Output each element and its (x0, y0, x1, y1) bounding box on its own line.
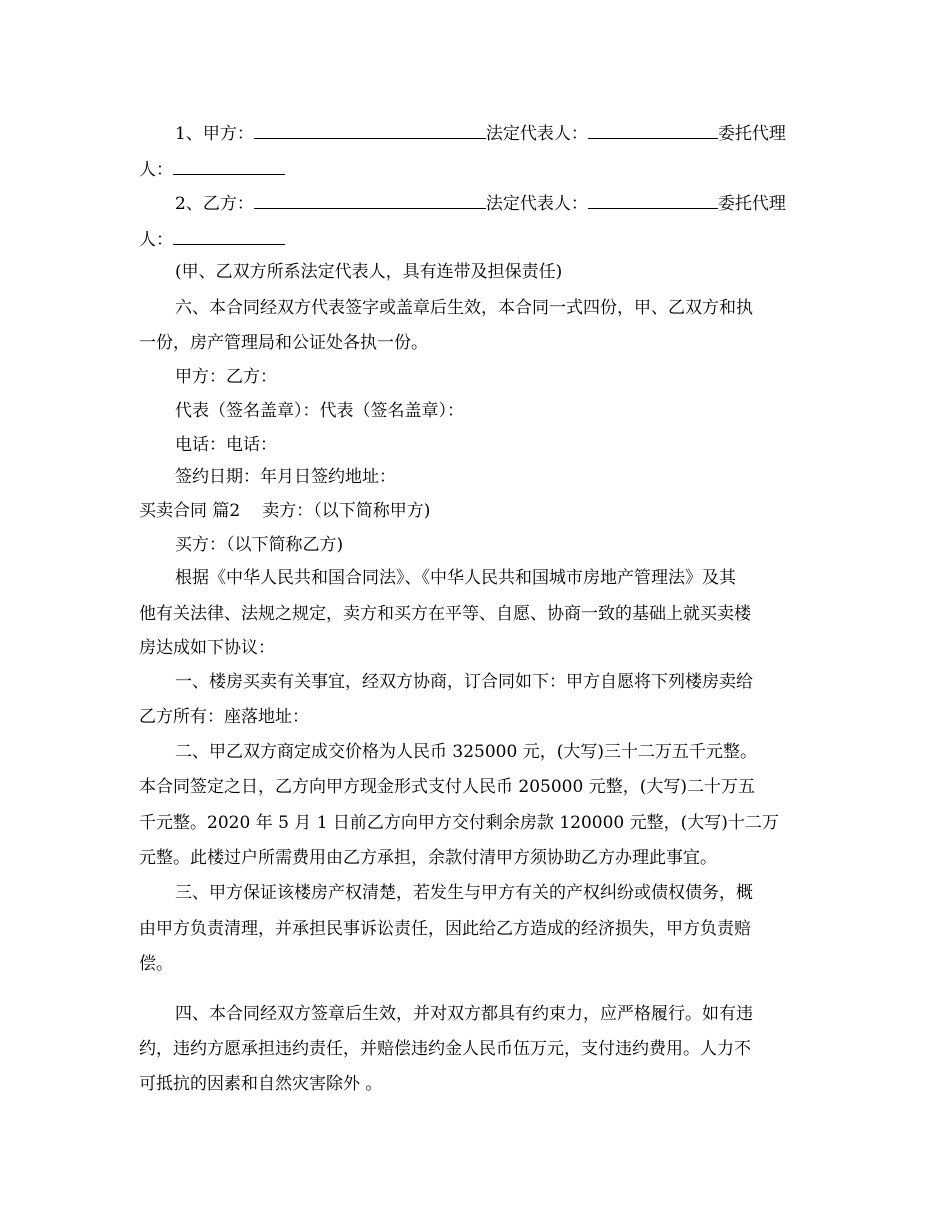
signature-parties: 甲方：乙方： (175, 367, 277, 387)
clause6-line1: 六、本合同经双方代表签字或盖章后生效，本合同一式四份，甲、乙双方和执 (175, 298, 753, 318)
party-a-agent-label: 委托代理 (717, 124, 786, 144)
article2-line4: 元整。此楼过户所需费用由乙方承担，余款付清甲方须协助乙方办理此事宜。 (139, 848, 717, 868)
party-b-agent-blank (173, 227, 285, 245)
section2-title: 买卖合同 篇2 (139, 501, 241, 521)
intro-line2: 他有关法律、法规之规定，卖方和买方在平等、自愿、协商一致的基础上就买卖楼 (139, 604, 751, 624)
party-b-agent-label-end: 人： (139, 230, 173, 250)
party-a-blank (254, 121, 486, 139)
joint-liability-note: (甲、乙双方所系法定代表人，具有连带及担保责任) (175, 262, 563, 282)
article4-line2: 约，违约方愿承担违约责任，并赔偿违约金人民币伍万元，支付违约费用。人力不 (139, 1039, 751, 1059)
article2-line1: 二、甲乙双方商定成交价格为人民币 325000 元，(大写)三十二万五千元整。 (175, 742, 757, 762)
party-b-agent-line (139, 227, 819, 251)
party-b-agent-label: 委托代理 (717, 194, 786, 214)
article1-line1: 一、楼房买卖有关事宜，经双方协商，订合同如下：甲方自愿将下列楼房卖给 (175, 672, 753, 692)
party-b-line (139, 191, 819, 215)
article3-line3: 偿。 (139, 954, 173, 974)
signature-phones: 电话：电话： (175, 435, 277, 455)
party-a-line (139, 121, 819, 145)
article1-line2: 乙方所有：座落地址： (139, 707, 309, 727)
party-b-legal-rep-label: 法定代表人： (485, 194, 588, 214)
signature-representatives: 代表（签名盖章）：代表（签名盖章）： (175, 401, 464, 421)
party-a-agent-label-end: 人： (139, 160, 173, 180)
section2-header-line (139, 500, 819, 522)
party-a-legal-rep-label: 法定代表人： (485, 124, 588, 144)
buyer-line: 买方：（以下简称乙方) (175, 535, 344, 555)
party-b-label: 2、乙方： (175, 194, 254, 214)
article4-line3: 可抵抗的因素和自然灾害除外 。 (139, 1074, 383, 1094)
article3-line2: 由甲方负责清理，并承担民事诉讼责任，因此给乙方造成的经济损失，甲方负责赔 (139, 919, 751, 939)
party-a-agent-line (139, 157, 819, 181)
party-a-legal-rep-blank (588, 121, 718, 139)
intro-line1: 根据《中华人民共和国合同法》、《中华人民共和国城市房地产管理法》及其 (175, 568, 736, 588)
signature-date-place: 签约日期：年月日签约地址： (175, 467, 396, 487)
party-a-label: 1、甲方： (175, 124, 254, 144)
clause6-line2: 一份，房产管理局和公证处各执一份。 (139, 333, 428, 353)
article4-line1: 四、本合同经双方签章后生效，并对双方都具有约束力，应严格履行。如有违 (175, 1004, 753, 1024)
party-a-agent-blank (173, 157, 285, 175)
article2-line2: 本合同签定之日，乙方向甲方现金形式支付人民币 205000 元整，(大写)二十万五 (139, 777, 755, 797)
seller-line: 卖方：（以下简称甲方) (262, 501, 431, 521)
article3-line1: 三、甲方保证该楼房产权清楚，若发生与甲方有关的产权纠纷或债权债务，概 (175, 883, 753, 903)
party-b-blank (254, 191, 486, 209)
intro-line3: 房达成如下协议： (139, 638, 275, 658)
article2-line3: 千元整。2020 年 5 月 1 日前乙方向甲方交付剩余房款 120000 元整，(大写)十二万 (139, 813, 779, 833)
party-b-legal-rep-blank (588, 191, 718, 209)
